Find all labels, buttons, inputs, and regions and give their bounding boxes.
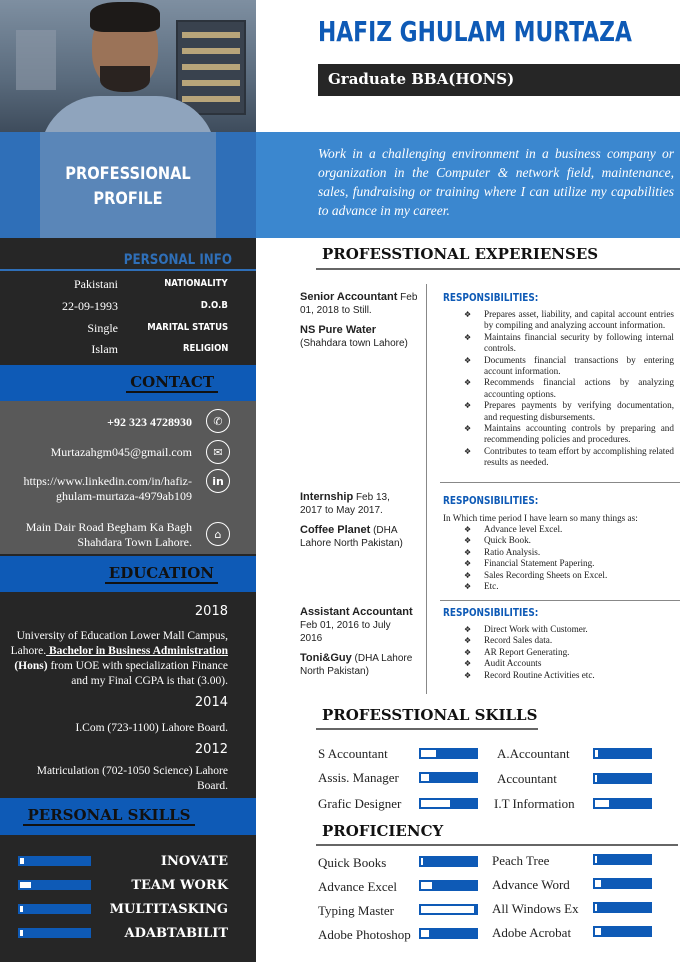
candidate-name: HAFIZ GHULAM MURTAZA xyxy=(318,15,632,48)
list-item: ❖ Record Routine Activities etc. xyxy=(464,670,674,681)
email-address[interactable]: Murtazahgm045@gmail.com xyxy=(50,445,192,459)
skill-name: Assis. Manager xyxy=(318,770,399,785)
education-year: 2018 xyxy=(194,604,228,619)
responsibilities-list xyxy=(464,524,674,592)
proficiency-bar xyxy=(419,928,478,939)
software-name: Quick Books xyxy=(318,855,387,870)
list-item: ❖ Contributes to team effort by accomplishing related results as needed. xyxy=(464,446,674,469)
job-title: Internship xyxy=(300,491,354,503)
list-item: ❖ Record Sales data. xyxy=(464,635,674,646)
list-item: ❖ Maintains accounting controls by preparing and recommending policies and procedures. xyxy=(464,423,674,446)
list-item: ❖ Recommends financial actions by analyzing accounting options. xyxy=(464,377,674,400)
education-entry: Matriculation (702-1050 Science) Lahore Board. xyxy=(36,765,228,792)
job-entry: Senior Accountant Feb 01, 2018 to Still. NS Pure Water (Shahdara town Lahore) xyxy=(300,291,418,349)
job-entry: Internship Feb 13, 2017 to May 2017. Coffee Planet (DHA Lahore North Pakistan) xyxy=(300,491,403,549)
contact-heading: CONTACT xyxy=(126,373,218,393)
contact-heading-bar xyxy=(0,365,256,401)
skill-bar xyxy=(593,798,652,809)
info-value: Islam xyxy=(91,342,118,356)
left-sidebar xyxy=(0,0,256,962)
list-item: ❖ Prepares asset, liability, and capital account entries by compiling and analyzing account information. xyxy=(464,309,674,332)
internship-intro: In Which time period I have learn so many things as: xyxy=(443,513,638,523)
proficiency-bar xyxy=(593,878,652,889)
education-entry: University of Education Lower Mall Campus, Lahore. Bachelor in Business Administration (Hons) from UOE with specialization Finance and my Final CGPA is that (3.00). xyxy=(10,630,228,687)
experience-divider xyxy=(316,268,680,270)
linkedin-url[interactable]: https://www.linkedin.com/in/hafiz- ghulam-murtaza-4979ab109 xyxy=(23,474,192,503)
skill-name: INOVATE xyxy=(160,854,228,869)
phone-icon: ✆ xyxy=(206,409,230,433)
home-icon: ⌂ xyxy=(206,522,230,546)
info-row-religion xyxy=(0,342,256,362)
personal-skills-heading: PERSONAL SKILLS xyxy=(23,806,194,826)
skill-bar xyxy=(18,904,91,914)
skill-name: A.Accountant xyxy=(497,746,570,761)
personal-skill-row xyxy=(18,854,228,870)
list-item: ❖ Sales Recording Sheets on Excel. xyxy=(464,570,674,581)
list-item: ❖ Audit Accounts xyxy=(464,658,674,669)
info-label: RELIGION xyxy=(182,343,228,354)
info-label: MARITAL STATUS xyxy=(147,322,228,333)
skill-bar xyxy=(18,856,91,866)
info-value: Pakistani xyxy=(74,277,118,291)
list-item: ❖ AR Report Generating. xyxy=(464,647,674,658)
job-entry: Assistant Accountant Feb 01, 2016 to July 2016 Toni&Guy (DHA Lahore North Pakistan) xyxy=(300,606,413,677)
software-name: Advance Word xyxy=(492,877,570,892)
job-divider xyxy=(440,600,680,601)
education-year: 2014 xyxy=(194,695,228,710)
skill-bar xyxy=(18,928,91,938)
list-item: ❖ Maintains financial security by following internal controls. xyxy=(464,332,674,355)
company-name: Toni&Guy xyxy=(300,652,352,664)
proficiency-bar xyxy=(593,902,652,913)
proficiency-heading: PROFICIENCY xyxy=(322,822,444,840)
skill-bar xyxy=(593,748,652,759)
degree-title: Graduate BBA(HONS) xyxy=(328,70,515,88)
proficiency-bar xyxy=(419,904,478,915)
proficiency-bar xyxy=(593,854,652,865)
responsibilities-list xyxy=(464,624,674,681)
job-title: Senior Accountant xyxy=(300,291,398,303)
info-label: D.O.B xyxy=(200,300,228,311)
company-name: NS Pure Water xyxy=(300,324,377,336)
experience-heading: PROFESSTIONAL EXPERIENSES xyxy=(322,245,599,263)
skill-name: Accountant xyxy=(497,771,557,786)
skill-name: ADABTABILIT xyxy=(124,926,228,941)
list-item: ❖ Documents financial transactions by entering account information. xyxy=(464,355,674,378)
contact-box xyxy=(0,401,256,554)
education-entry: I.Com (723-1100) Lahore Board. xyxy=(75,722,228,734)
info-row-dob xyxy=(0,299,256,319)
job-divider xyxy=(440,482,680,483)
education-heading: EDUCATION xyxy=(105,564,218,584)
company-name: Coffee Planet xyxy=(300,524,371,536)
professional-skills-heading: PROFESSTIONAL SKILLS xyxy=(322,706,538,724)
info-value: 22-09-1993 xyxy=(62,299,118,313)
job-title: Assistant Accountant xyxy=(300,606,413,618)
software-name: Typing Master xyxy=(318,903,394,918)
skill-name: Grafic Designer xyxy=(318,796,402,811)
responsibilities-heading: RESPONSIBILITIES: xyxy=(443,495,539,507)
personal-skill-row xyxy=(18,878,228,894)
proficiency-bar xyxy=(419,856,478,867)
envelope-icon: ✉ xyxy=(206,440,230,464)
software-name: Adobe Acrobat xyxy=(492,925,572,940)
skill-bar xyxy=(419,798,478,809)
objective-text: Work in a challenging environment in a business company or organization in the Computer & network field, maintenance, sales, fundraising or training where I can utilize my capabilities to advance in my career. xyxy=(318,146,674,218)
list-item: ❖ Direct Work with Customer. xyxy=(464,624,674,635)
address: Main Dair Road Begham Ka Bagh Shahdara Town Lahore. xyxy=(25,520,192,549)
software-name: Adobe Photoshop xyxy=(318,927,411,942)
responsibilities-heading: RESPONSIBILITIES: xyxy=(443,607,539,619)
software-name: Advance Excel xyxy=(318,879,398,894)
personal-info-heading: PERSONAL INFO xyxy=(123,252,232,268)
proficiency-bar xyxy=(593,926,652,937)
skill-bar xyxy=(593,773,652,784)
personal-info-divider xyxy=(0,269,256,271)
skill-bar xyxy=(18,880,91,890)
personal-skill-row xyxy=(18,926,228,942)
software-name: Peach Tree xyxy=(492,853,550,868)
objective-banner xyxy=(256,132,680,238)
info-row-marital-status xyxy=(0,321,256,341)
skill-name: I.T Information xyxy=(494,796,575,811)
linkedin-icon: in xyxy=(206,469,230,493)
skill-bar xyxy=(419,748,478,759)
phone-number[interactable]: +92 323 4728930 xyxy=(107,415,192,429)
personal-skill-row xyxy=(18,902,228,918)
skill-name: S Accountant xyxy=(318,746,388,761)
responsibilities-heading: RESPONSIBILITIES: xyxy=(443,292,539,304)
skill-bar xyxy=(419,772,478,783)
list-item: ❖ Ratio Analysis. xyxy=(464,547,674,558)
info-label: NATIONALITY xyxy=(164,278,228,289)
personal-skills-heading-bar xyxy=(0,798,256,835)
professional-skills-divider xyxy=(316,728,538,730)
list-item: ❖ Etc. xyxy=(464,581,674,592)
profile-title: PROFESSIONAL PROFILE xyxy=(65,164,191,209)
responsibilities-list xyxy=(464,309,674,469)
list-item: ❖ Prepares payments by verifying documentation, and requesting disbursements. xyxy=(464,400,674,423)
profile-photo xyxy=(0,0,256,132)
proficiency-divider xyxy=(316,844,678,846)
education-year: 2012 xyxy=(194,742,228,757)
timeline-line xyxy=(426,284,427,694)
skill-name: TEAM WORK xyxy=(131,878,228,893)
degree-bar xyxy=(318,64,680,96)
skill-name: MULTITASKING xyxy=(109,902,228,917)
list-item: ❖ Quick Book. xyxy=(464,535,674,546)
info-value: Single xyxy=(87,321,118,335)
proficiency-bar xyxy=(419,880,478,891)
list-item: ❖ Financial Statement Papering. xyxy=(464,558,674,569)
list-item: ❖ Advance level Excel. xyxy=(464,524,674,535)
info-row-nationality xyxy=(0,277,256,297)
education-heading-bar xyxy=(0,556,256,592)
software-name: All Windows Ex xyxy=(492,901,579,916)
